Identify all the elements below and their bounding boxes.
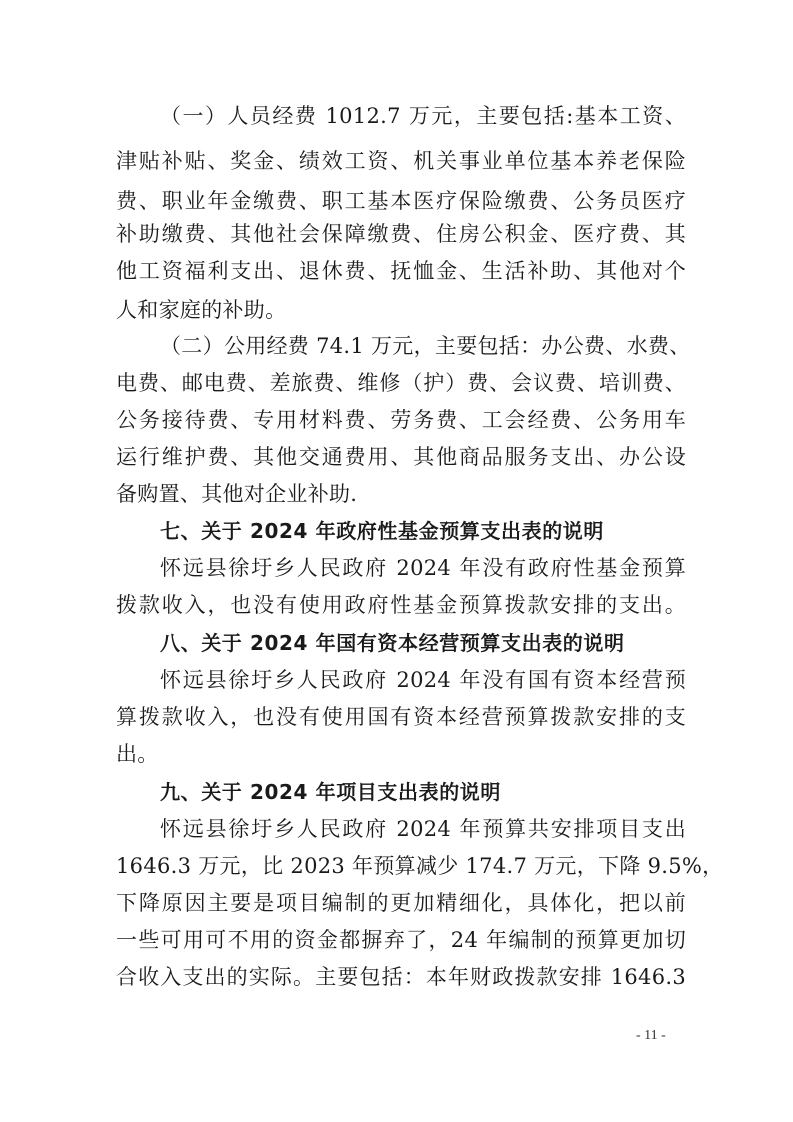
section-heading: 七、关于 2024 年政府性基金预算支出表的说明: [160, 519, 604, 543]
paragraph-line: 怀远县徐圩乡人民政府 2024 年预算共安排项目支出: [160, 817, 686, 841]
paragraph-line: 出。: [116, 742, 159, 766]
paragraph-line: 电费、邮电费、差旅费、维修（护）费、会议费、培训费、: [116, 371, 686, 395]
paragraph-line: 合收入支出的实际。主要包括：本年财政拨款安排 1646.3: [116, 965, 686, 989]
paragraph-line: 公务接待费、专用材料费、劳务费、工会经费、公务用车: [116, 408, 686, 432]
paragraph-line: 费、职业年金缴费、职工基本医疗保险缴费、公务员医疗: [116, 189, 686, 213]
paragraph-line: 运行维护费、其他交通费用、其他商品服务支出、办公设: [116, 445, 686, 469]
paragraph-line: 津贴补贴、奖金、绩效工资、机关事业单位基本养老保险: [116, 149, 686, 173]
paragraph-line: 他工资福利支出、退休费、抚恤金、生活补助、其他对个: [116, 259, 686, 283]
paragraph-line: 怀远县徐圩乡人民政府 2024 年没有国有资本经营预: [160, 668, 686, 692]
paragraph-line: 怀远县徐圩乡人民政府 2024 年没有政府性基金预算: [160, 556, 686, 580]
paragraph-line: （二）公用经费 74.1 万元，主要包括：办公费、水费、: [160, 334, 691, 358]
paragraph-line: 拨款收入，也没有使用政府性基金预算拨款安排的支出。: [116, 593, 686, 617]
section-heading: 八、关于 2024 年国有资本经营预算支出表的说明: [160, 631, 625, 655]
paragraph-line: 一些可用可不用的资金都摒弃了，24 年编制的预算更加切: [116, 928, 686, 952]
paragraph-line: （一）人员经费 1012.7 万元，主要包括:基本工资、: [160, 104, 686, 128]
paragraph-line: 人和家庭的补助。: [116, 298, 287, 322]
paragraph-line: 1646.3 万元，比 2023 年预算减少 174.7 万元，下降 9.5%，: [116, 854, 724, 878]
paragraph-line: 下降原因主要是项目编制的更加精细化，具体化，把以前: [116, 891, 686, 915]
paragraph-line: 补助缴费、其他社会保障缴费、住房公积金、医疗费、其: [116, 222, 686, 246]
paragraph-line: 备购置、其他对企业补助.: [116, 482, 358, 506]
page-number: - 11 -: [636, 1028, 666, 1043]
section-heading: 九、关于 2024 年项目支出表的说明: [160, 780, 501, 804]
paragraph-line: 算拨款收入，也没有使用国有资本经营预算拨款安排的支: [116, 705, 686, 729]
